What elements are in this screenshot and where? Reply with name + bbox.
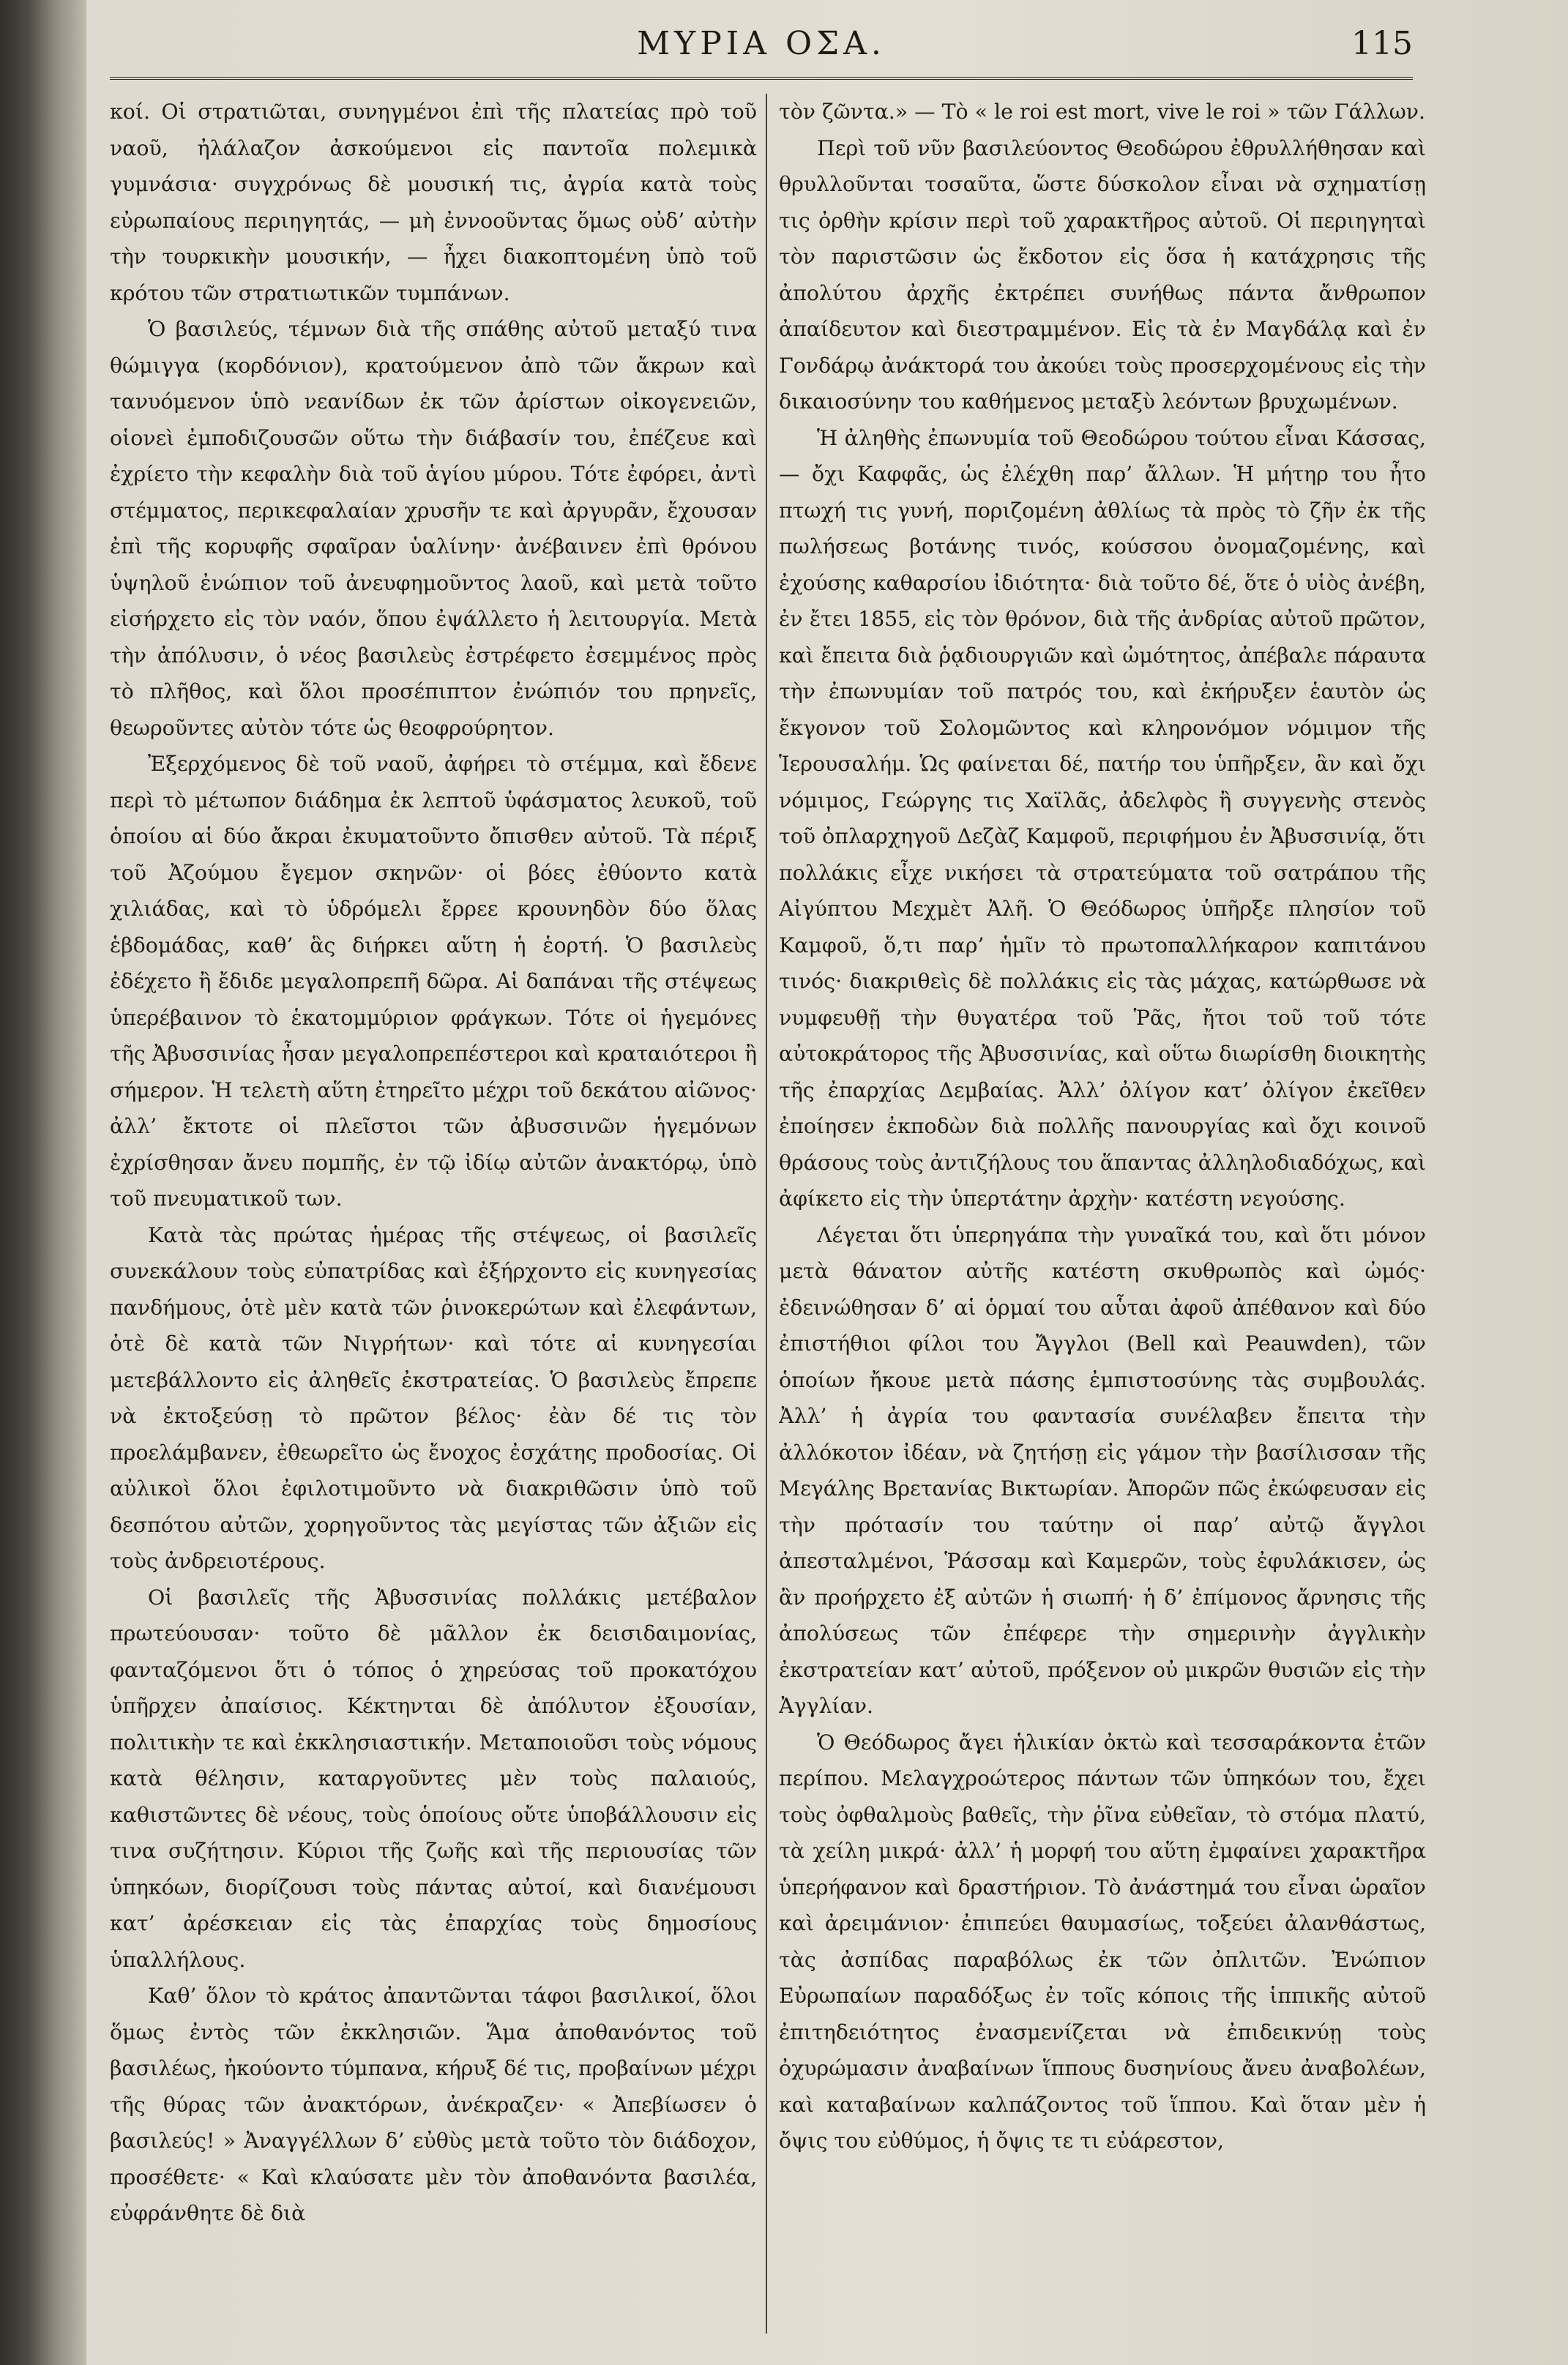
paragraph: Κατὰ τὰς πρώτας ἡμέρας τῆς στέψεως, οἱ βασιλεῖς συνεκάλουν τοὺς εὐπατρίδας καὶ ἐξήρχοντο εἰς κυνηγεσίας πανδήμους, ὁτὲ μὲν κατὰ τῶν ῥινοκερώτων καὶ ἐλεφάντων, ὁτὲ δὲ κατὰ τῶν Νιγρήτων· καὶ τότε αἱ κυνηγεσίαι μετεβάλλοντο εἰς ἀληθεῖς ἐκστρατείας. Ὁ βασιλεὺς ἔπρεπε νὰ ἐκτοξεύσῃ τὸ πρῶτον βέλος· ἐὰν δέ τις τὸν προελάμβανεν, ἐθεωρεῖτο ὡς ἔνοχος ἐσχάτης προδοσίας. Οἱ αὐλικοὶ ὅλοι ἐφιλοτιμοῦντο νὰ διακριθῶσιν ὑπὸ τοῦ δεσπότου αὐτῶν, χορηγοῦντος τὰς μεγίστας τῶν ἀξιῶν εἰς τοὺς ἀνδρειοτέρους.	[110, 1222, 757, 1573]
left-column	[110, 94, 757, 2334]
paragraph: Ἐξερχόμενος δὲ τοῦ ναοῦ, ἀφήρει τὸ στέμμα, καὶ ἔδενε περὶ τὸ μέτωπον διάδημα ἐκ λεπτοῦ ὑφάσματος λευκοῦ, τοῦ ὁποίου αἱ δύο ἄκραι ἐκυματοῦντο ὄπισθεν αὐτοῦ. Τὰ πέριξ τοῦ Ἀζούμου ἔγεμον σκηνῶν· οἱ βόες ἐθύοντο κατὰ χιλιάδας, καὶ τὸ ὑδρόμελι ἔρρεε κρουνηδὸν δύο ὅλας ἑβδομάδας, καθ’ ἃς διήρκει αὕτη ἡ ἑορτή. Ὁ βασιλεὺς ἐδέχετο ἢ ἔδιδε μεγαλοπρεπῆ δῶρα. Αἱ δαπάναι τῆς στέψεως ὑπερέβαινον τὸ ἑκατομμύριον φράγκων. Τότε οἱ ἡγεμόνες τῆς Ἀβυσσινίας ἦσαν μεγαλοπρεπέστεροι καὶ κραταιότεροι ἢ σήμερον. Ἡ τελετὴ αὕτη ἐτηρεῖτο μέχρι τοῦ δεκάτου αἰῶνος· ἀλλ’ ἔκτοτε οἱ πλεῖστοι τῶν ἀβυσσινῶν ἡγεμόνων ἐχρίσθησαν ἄνευ πομπῆς, ἐν τῷ ἰδίῳ αὐτῶν ἀνακτόρῳ, ὑπὸ τοῦ πνευματικοῦ των.	[110, 752, 757, 1211]
paragraph: Οἱ βασιλεῖς τῆς Ἀβυσσινίας πολλάκις μετέβαλον πρωτεύουσαν· τοῦτο δὲ μᾶλλον ἐκ δεισιδαιμονίας, φανταζόμενοι ὅτι ὁ τόπος ὁ χηρεύσας τοῦ προκατόχου ὑπῆρχεν ἀπαίσιος. Κέκτηνται δὲ ἀπόλυτον ἐξουσίαν, πολιτικὴν τε καὶ ἐκκλησιαστικήν. Μεταποιοῦσι τοὺς νόμους κατὰ θέλησιν, καταργοῦντες μὲν τοὺς παλαιούς, καθιστῶντες δὲ νέους, τοὺς ὁποίους οὔτε ὑποβάλλουσιν εἰς τινα συζήτησιν. Κύριοι τῆς ζωῆς καὶ τῆς περιουσίας τῶν ὑπηκόων, διορίζουσι τοὺς πάντας αὐτοί, καὶ διανέμουσι κατ’ ἀρέσκειαν εἰς τὰς ἐπαρχίας τοὺς δημοσίους ὑπαλλήλους.	[110, 1585, 757, 1972]
header-rule	[110, 77, 1413, 80]
column-divider	[766, 94, 767, 2334]
page-number: 115	[1351, 25, 1413, 62]
paragraph: Καθ’ ὅλον τὸ κράτος ἀπαντῶνται τάφοι βασιλικοί, ὅλοι ὅμως ἐντὸς τῶν ἐκκλησιῶν. Ἅμα ἀποθανόντος τοῦ βασιλέως, ἠκούοντο τύμπανα, κήρυξ δέ τις, προβαίνων μέχρι τῆς θύρας τῶν ἀνακτόρων, ἀνέκραζεν· « Ἀπεβίωσεν ὁ βασιλεύς! » Ἀναγγέλλων δ’ εὐθὺς μετὰ τοῦτο τὸν διάδοχον, προσέθετε· « Καὶ κλαύσατε μὲν τὸν ἀποθανόντα βασιλέα, εὐφράνθητε δὲ διὰ	[110, 1984, 757, 2225]
paragraph: Περὶ τοῦ νῦν βασιλεύοντος Θεοδώρου ἐθρυλλήθησαν καὶ θρυλλοῦνται τοσαῦτα, ὥστε δύσκολον εἶναι νὰ σχηματίσῃ τις ὀρθὴν κρίσιν περὶ τοῦ χαρακτῆρος αὐτοῦ. Οἱ περιηγηταὶ τὸν παριστῶσιν ὡς ἔκδοτον εἰς ὅσα ἡ κατάχρησις τῆς ἀπολύτου ἀρχῆς ἐκτρέπει συνήθως πάντα ἄνθρωπον ἀπαίδευτον καὶ διεστραμμένον. Εἰς τὰ ἐν Μαγδάλᾳ καὶ ἐν Γονδάρῳ ἀνάκτορά του ἀκούει τοὺς προσερχομένους εἰς τὴν δικαιοσύνην του καθήμενος μεταξὺ λεόντων βρυχωμένων.	[779, 135, 1426, 414]
paragraph: Ἡ ἀληθὴς ἐπωνυμία τοῦ Θεοδώρου τούτου εἶναι Κάσσας, — ὄχι Καφφᾶς, ὡς ἐλέχθη παρ’ ἄλλων. Ἡ μήτηρ του ἦτο πτωχή τις γυνή, ποριζομένη ἀθλίως τὰ πρὸς τὸ ζῆν ἐκ τῆς πωλήσεως βοτάνης τινός, κούσσου ὀνομαζομένης, καὶ ἐχούσης καθαρσίου ἰδιότητα· διὰ τοῦτο δέ, ὅτε ὁ υἱὸς ἀνέβη, ἐν ἔτει 1855, εἰς τὸν θρόνον, διὰ τῆς ἀνδρίας αὐτοῦ πρῶτον, καὶ ἔπειτα διὰ ῥᾳδιουργιῶν καὶ ὠμότητος, ἀπέβαλε πάραυτα τὴν ἐπωνυμίαν τοῦ πατρός του, καὶ ἐκήρυξεν ἑαυτὸν ὡς ἔκγονον τοῦ Σολομῶντος καὶ κληρονόμον νόμιμον τῆς Ἱερουσαλήμ. Ὡς φαίνεται δέ, πατήρ του ὑπῆρξεν, ἂν καὶ ὄχι νόμιμος, Γεώργης τις Χαϊλᾶς, ἀδελφὸς ἢ συγγενὴς στενὸς τοῦ ὀπλαρχηγοῦ Δεζὰζ Καμφοῦ, περιφήμου ἐν Ἀβυσσινίᾳ, ὅτι πολλάκις εἶχε νικήσει τὰ στρατεύματα τοῦ σατράπου τῆς Αἰγύπτου Μεχμὲτ Ἀλῆ. Ὁ Θεόδωρος ὑπῆρξε πλησίον τοῦ Καμφοῦ, ὅ,τι παρ’ ἡμῖν τὸ πρωτοπαλλήκαρον καπιτάνου τινός· διακριθεὶς δὲ πολλάκις εἰς τὰς μάχας, κατώρθωσε νὰ νυμφευθῇ τὴν θυγατέρα τοῦ Ῥᾶς, ἤτοι τοῦ τοῦ τότε αὐτοκράτορος τῆς Ἀβυσσινίας, καὶ οὕτω διωρίσθη διοικητὴς τῆς ἐπαρχίας Δεμβαίας. Ἀλλ’ ὀλίγον κατ’ ὀλίγον ἐκεῖθεν ἐποίησεν ἐκποδὼν διὰ πολλῆς πανουργίας καὶ ὄχι κοινοῦ θράσους τοὺς ἀντιζήλους του ἅπαντας ἀλληλοδιαδόχως, καὶ ἀφίκετο εἰς τὴν ὑπερτάτην ἀρχὴν· κατέστη νεγούσης.	[779, 425, 1426, 1211]
paragraph: Ὁ βασιλεύς, τέμνων διὰ τῆς σπάθης αὐτοῦ μεταξύ τινα θώμιγγα (κορδόνιον), κρατούμενον ἀπὸ τῶν ἄκρων καὶ τανυόμενον ὑπὸ νεανίδων ἐκ τῶν ἀρίστων οἰκογενειῶν, οἱονεὶ ἐμποδιζουσῶν οὕτω τὴν διάβασίν του, ἐπέζευε καὶ ἐχρίετο τὴν κεφαλὴν διὰ τοῦ ἁγίου μύρου. Τότε ἐφόρει, ἀντὶ στέμματος, περικεφαλαίαν χρυσῆν τε καὶ ἀργυρᾶν, ἔχουσαν ἐπὶ τῆς κορυφῆς σφαῖραν ὑαλίνην· ἀνέβαινεν ἐπὶ θρόνου ὑψηλοῦ ἐνώπιον τοῦ ἀνευφημοῦντος λαοῦ, καὶ μετὰ τοῦτο εἰσήρχετο εἰς τὸν ναόν, ὅπου ἐψάλλετο ἡ λειτουργία. Μετὰ τὴν ἀπόλυσιν, ὁ νέος βασιλεὺς ἐστρέφετο ἐσεμμένος πρὸς τὸ πλῆθος, καὶ ὅλοι προσέπιπτον ἐνώπιόν του πρηνεῖς, θεωροῦντες αὐτὸν τότε ὡς θεοφρούρητον.	[110, 317, 757, 740]
paragraph: Ὁ Θεόδωρος ἄγει ἡλικίαν ὀκτὼ καὶ τεσσαράκοντα ἐτῶν περίπου. Μελαγχροώτερος πάντων τῶν ὑπηκόων του, ἔχει τοὺς ὀφθαλμοὺς βαθεῖς, τὴν ῥῖνα εὐθεῖαν, τὸ στόμα πλατύ, τὰ χείλη μικρά· ἀλλ’ ἡ μορφή του αὕτη ἐμφαίνει χαρακτῆρα ὑπερήφανον καὶ δραστήριον. Τὸ ἀνάστημά του εἶναι ὡραῖον καὶ ἀρειμάνιον· ἐπιπεύει θαυμασίως, τοξεύει ἀλανθάστως, τὰς ἀσπίδας παραβόλως ἐκ τῶν ὀπλιτῶν. Ἐνώπιον Εὐρωπαίων παραδόξως ἐν τοῖς κόποις τῆς ἱππικῆς αὐτοῦ ἐπιτηδειότητος ἐνασμενίζεται νὰ ἐπιδεικνύῃ τοὺς ὀχυρώμασιν ἀναβαίνων ἵππους δυσηνίους ἄνευ ἀναβολέων, καὶ καταβαίνων καλπάζοντος τοῦ ἵππου. Καὶ ὅταν μὲν ἡ ὄψις του εὐθύμος, ἡ ὄψις τε τι εὐάρεστον,	[779, 1730, 1426, 2153]
running-title: ΜΥΡΙΑ ΟΣΑ.	[637, 25, 886, 62]
paragraph: τὸν ζῶντα.» — Τὸ « le roi est mort, vive le roi » τῶν Γάλλων.	[779, 100, 1426, 124]
paragraph: κοί. Οἱ στρατιῶται, συνηγμένοι ἐπὶ τῆς πλατείας πρὸ τοῦ ναοῦ, ἠλάλαζον ἀσκούμενοι εἰς παντοῖα πολεμικὰ γυμνάσια· συγχρόνως δὲ μουσική τις, ἀγρία κατὰ τοὺς εὐρωπαίους περιηγητάς, — μὴ ἐννοοῦντας ὅμως οὐδ’ αὐτὴν τὴν τουρκικὴν μουσικήν, — ἦχει διακοπτομένη ὑπὸ τοῦ κρότου τῶν στρατιωτικῶν τυμπάνων.	[110, 100, 757, 305]
right-column	[779, 94, 1426, 2334]
paragraph: Λέγεται ὅτι ὑπερηγάπα τὴν γυναῖκά του, καὶ ὅτι μόνον μετὰ θάνατον αὐτῆς κατέστη σκυθρωπὸς καὶ ὠμός· ἐδεινώθησαν δ’ αἱ ὁρμαί του αὗται ἀφοῦ ἀπέθανον καὶ δύο ἐπιστήθιοι φίλοι του Ἄγγλοι (Bell καὶ Peauwden), τῶν ὁποίων ἤκουε μετὰ πάσης ἐμπιστοσύνης τὰς συμβουλάς. Ἀλλ’ ἡ ἀγρία του φαντασία συνέλαβεν ἔπειτα τὴν ἀλλόκοτον ἰδέαν, νὰ ζητήσῃ εἰς γάμον τὴν βασίλισσαν τῆς Μεγάλης Βρετανίας Βικτωρίαν. Ἀπορῶν πῶς ἐκώφευσαν εἰς τὴν πρότασίν του ταύτην οἱ παρ’ αὐτῷ ἄγγλοι ἀπεσταλμένοι, Ῥάσσαμ καὶ Καμερῶν, τοὺς ἐφυλάκισεν, ὡς ἂν προήρχετο ἐξ αὐτῶν ἡ σιωπή· ἡ δ’ ἐπίμονος ἄρνησις τῆς ἀπολύσεως τῶν ἐπέφερε τὴν σημερινὴν ἀγγλικὴν ἐκστρατείαν κατ’ αὐτοῦ, πρόξενον οὐ μικρῶν θυσιῶν εἰς τὴν Ἀγγλίαν.	[779, 1222, 1426, 1718]
previous-page-edge	[0, 0, 86, 2365]
page-header	[110, 20, 1413, 73]
